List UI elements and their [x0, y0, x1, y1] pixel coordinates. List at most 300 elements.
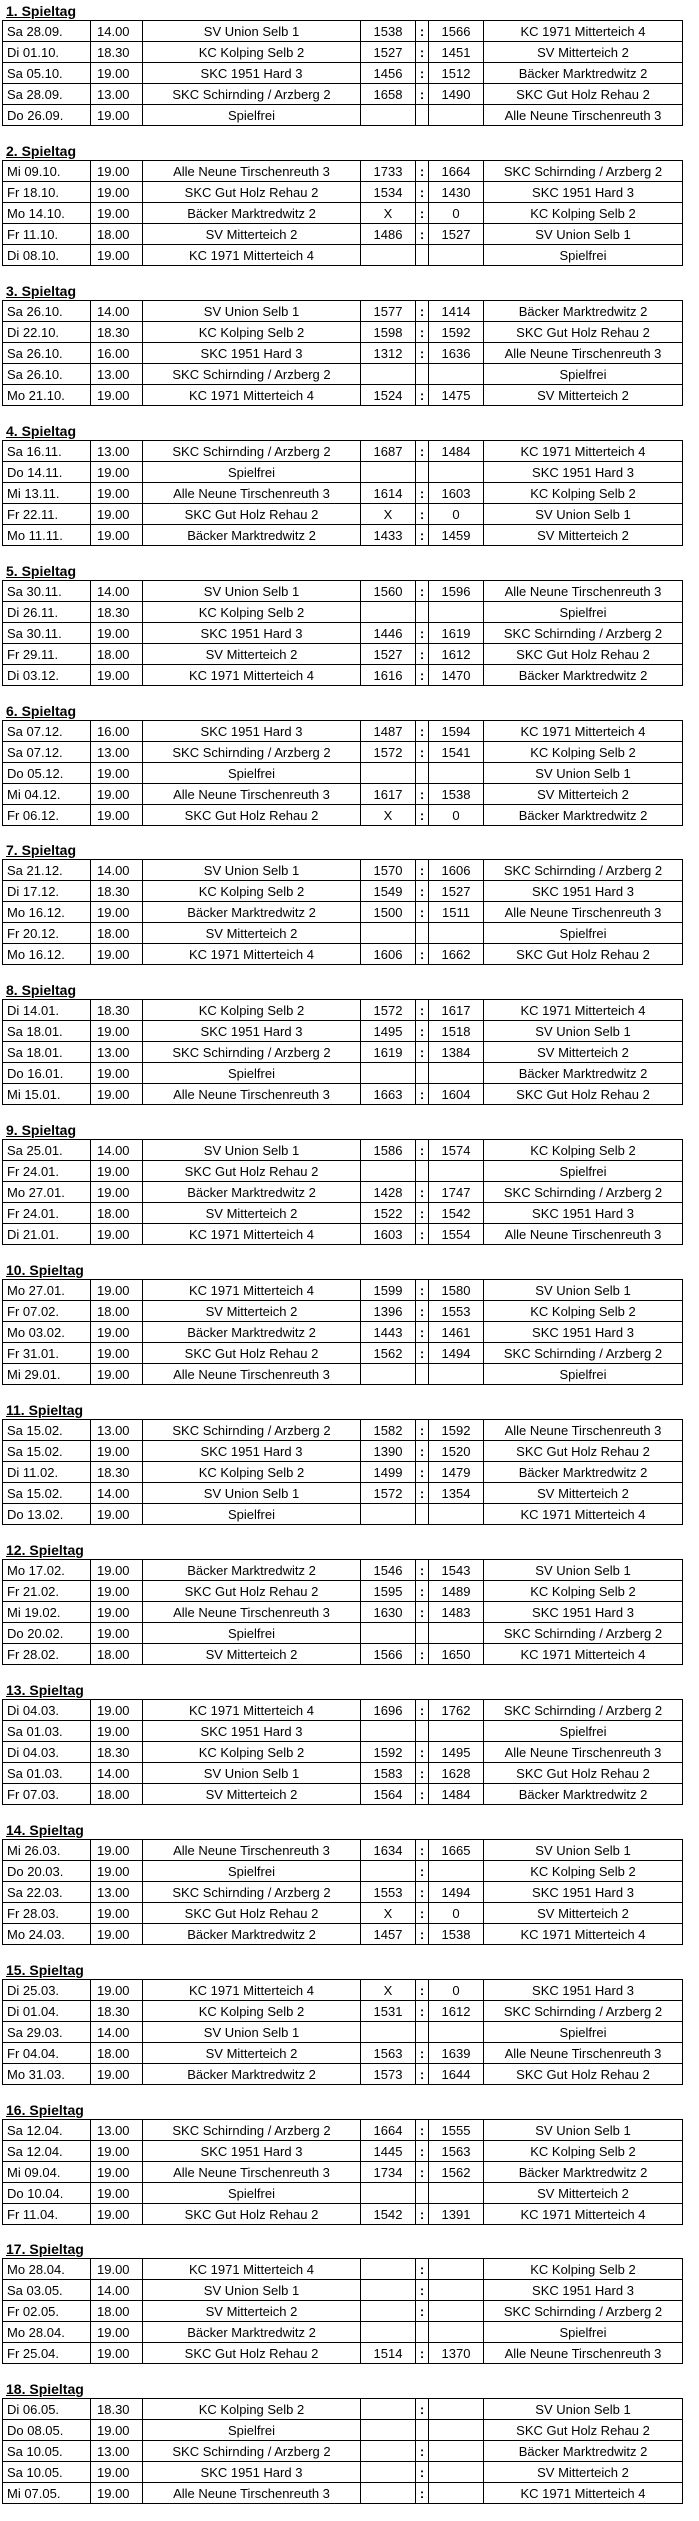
away-score [429, 2022, 484, 2043]
away-team: SV Mitterteich 2 [484, 784, 683, 805]
away-score: 1475 [429, 385, 484, 406]
score-separator: : [416, 161, 429, 182]
match-row [3, 1700, 683, 1721]
home-team: SKC Gut Holz Rehau 2 [143, 182, 361, 203]
score-separator: : [416, 1021, 429, 1042]
home-score: 1658 [361, 84, 416, 105]
match-time: 19.00 [91, 665, 143, 686]
match-time: 19.00 [91, 1343, 143, 1364]
away-score: 1479 [429, 1462, 484, 1483]
match-date: Mi 26.03. [3, 1840, 91, 1861]
matchday-title: 9. Spieltag [6, 1122, 77, 1138]
score-separator: : [416, 385, 429, 406]
away-score: 1604 [429, 1084, 484, 1105]
match-date: Fr 18.10. [3, 182, 91, 203]
home-score: 1486 [361, 224, 416, 245]
match-time: 18.00 [91, 923, 143, 944]
matchday-table [2, 160, 683, 266]
match-time: 14.00 [91, 21, 143, 42]
match-time: 19.00 [91, 1441, 143, 1462]
score-separator: : [416, 1560, 429, 1581]
home-team: KC 1971 Mitterteich 4 [143, 665, 361, 686]
away-score: 1574 [429, 1140, 484, 1161]
home-score: 1433 [361, 525, 416, 546]
home-team: SKC 1951 Hard 3 [143, 1441, 361, 1462]
match-date: Sa 26.10. [3, 364, 91, 385]
away-team: KC Kolping Selb 2 [484, 1301, 683, 1322]
match-row [3, 1161, 683, 1182]
match-date: Di 06.05. [3, 2399, 91, 2420]
home-score [361, 364, 416, 385]
away-score [429, 763, 484, 784]
home-team: SKC Gut Holz Rehau 2 [143, 2343, 361, 2364]
match-time: 19.00 [91, 2343, 143, 2364]
matchday-title: 14. Spieltag [6, 1822, 84, 1838]
home-team: SV Union Selb 1 [143, 581, 361, 602]
match-time: 19.00 [91, 161, 143, 182]
home-team: SKC 1951 Hard 3 [143, 623, 361, 644]
matchday-table [2, 440, 683, 546]
score-separator: : [416, 944, 429, 965]
match-date: Fr 21.02. [3, 1581, 91, 1602]
away-score [429, 245, 484, 266]
away-score [429, 105, 484, 126]
matchday-title: 1. Spieltag [6, 3, 77, 19]
match-row [3, 1462, 683, 1483]
home-team: Alle Neune Tirschenreuth 3 [143, 483, 361, 504]
match-date: Di 04.03. [3, 1742, 91, 1763]
match-time: 14.00 [91, 1140, 143, 1161]
match-row [3, 343, 683, 364]
matchday-title: 17. Spieltag [6, 2241, 84, 2257]
away-team: Bäcker Marktredwitz 2 [484, 2162, 683, 2183]
away-score: 1430 [429, 182, 484, 203]
home-team: SV Mitterteich 2 [143, 224, 361, 245]
away-team: Bäcker Marktredwitz 2 [484, 301, 683, 322]
home-team: Alle Neune Tirschenreuth 3 [143, 1840, 361, 1861]
score-separator: : [416, 665, 429, 686]
away-team: KC 1971 Mitterteich 4 [484, 1924, 683, 1945]
match-row [3, 1063, 683, 1084]
home-score: 1572 [361, 742, 416, 763]
match-date: Mi 19.02. [3, 1602, 91, 1623]
score-separator [416, 1364, 429, 1385]
away-score: 1483 [429, 1602, 484, 1623]
away-team: Alle Neune Tirschenreuth 3 [484, 1224, 683, 1245]
home-team: SV Union Selb 1 [143, 2022, 361, 2043]
away-score: 0 [429, 1980, 484, 2001]
away-team: Spielfrei [484, 2322, 683, 2343]
home-team: SV Mitterteich 2 [143, 1784, 361, 1805]
away-team: Bäcker Marktredwitz 2 [484, 63, 683, 84]
score-separator: : [416, 483, 429, 504]
matchday-table [2, 580, 683, 686]
score-separator: : [416, 1700, 429, 1721]
home-score [361, 602, 416, 623]
home-team: SV Mitterteich 2 [143, 1203, 361, 1224]
match-time: 19.00 [91, 763, 143, 784]
away-score: 0 [429, 805, 484, 826]
away-team: KC 1971 Mitterteich 4 [484, 1504, 683, 1525]
away-team: Alle Neune Tirschenreuth 3 [484, 105, 683, 126]
match-row [3, 1623, 683, 1644]
home-team: SKC Gut Holz Rehau 2 [143, 1903, 361, 1924]
match-row [3, 105, 683, 126]
home-score: 1531 [361, 2001, 416, 2022]
score-separator: : [416, 644, 429, 665]
matchday-table [2, 2119, 683, 2225]
match-date: Sa 03.05. [3, 2280, 91, 2301]
match-date: Do 08.05. [3, 2420, 91, 2441]
home-team: Alle Neune Tirschenreuth 3 [143, 2162, 361, 2183]
match-row [3, 42, 683, 63]
match-date: Di 01.10. [3, 42, 91, 63]
home-score: 1563 [361, 2043, 416, 2064]
match-time: 19.00 [91, 1924, 143, 1945]
match-row [3, 2043, 683, 2064]
home-team: Bäcker Marktredwitz 2 [143, 2322, 361, 2343]
away-score [429, 2183, 484, 2204]
score-separator: : [416, 2141, 429, 2162]
match-row [3, 2280, 683, 2301]
score-separator: : [416, 2343, 429, 2364]
home-score: X [361, 1903, 416, 1924]
match-date: Fr 25.04. [3, 2343, 91, 2364]
away-score [429, 364, 484, 385]
match-date: Di 17.12. [3, 881, 91, 902]
away-team: Spielfrei [484, 923, 683, 944]
score-separator: : [416, 224, 429, 245]
match-time: 19.00 [91, 2483, 143, 2504]
home-score: 1445 [361, 2141, 416, 2162]
away-score: 1762 [429, 1700, 484, 1721]
away-team: SKC 1951 Hard 3 [484, 1203, 683, 1224]
match-date: Mo 28.04. [3, 2259, 91, 2280]
match-time: 14.00 [91, 581, 143, 602]
home-score: 1595 [361, 1581, 416, 1602]
match-time: 19.00 [91, 944, 143, 965]
away-team: Bäcker Marktredwitz 2 [484, 665, 683, 686]
home-score [361, 2280, 416, 2301]
home-team: KC 1971 Mitterteich 4 [143, 1224, 361, 1245]
matchday-title: 11. Spieltag [6, 1402, 84, 1418]
away-score: 1490 [429, 84, 484, 105]
match-row [3, 923, 683, 944]
match-date: Sa 10.05. [3, 2462, 91, 2483]
score-separator: : [416, 1763, 429, 1784]
away-team: Spielfrei [484, 602, 683, 623]
match-time: 19.00 [91, 2322, 143, 2343]
away-team: KC Kolping Selb 2 [484, 1581, 683, 1602]
score-separator: : [416, 2259, 429, 2280]
away-score [429, 2483, 484, 2504]
match-date: Sa 26.10. [3, 301, 91, 322]
match-time: 13.00 [91, 1882, 143, 1903]
match-date: Di 25.03. [3, 1980, 91, 2001]
away-score: 1617 [429, 1000, 484, 1021]
match-time: 19.00 [91, 1161, 143, 1182]
home-team: Bäcker Marktredwitz 2 [143, 1182, 361, 1203]
score-separator: : [416, 2204, 429, 2225]
home-team: KC 1971 Mitterteich 4 [143, 944, 361, 965]
home-score: 1534 [361, 182, 416, 203]
home-team: KC Kolping Selb 2 [143, 1742, 361, 1763]
home-score: 1664 [361, 2120, 416, 2141]
match-time: 18.00 [91, 224, 143, 245]
match-row [3, 1980, 683, 2001]
home-score: 1687 [361, 441, 416, 462]
home-team: SV Union Selb 1 [143, 301, 361, 322]
home-team: SV Union Selb 1 [143, 21, 361, 42]
score-separator: : [416, 784, 429, 805]
home-score: 1428 [361, 1182, 416, 1203]
match-time: 19.00 [91, 2183, 143, 2204]
match-date: Fr 24.01. [3, 1203, 91, 1224]
score-separator: : [416, 322, 429, 343]
away-team: SV Mitterteich 2 [484, 385, 683, 406]
score-separator: : [416, 301, 429, 322]
away-team: SKC Gut Holz Rehau 2 [484, 1084, 683, 1105]
away-score: 1596 [429, 581, 484, 602]
score-separator: : [416, 2280, 429, 2301]
match-time: 13.00 [91, 1042, 143, 1063]
match-date: Di 26.11. [3, 602, 91, 623]
home-team: SKC 1951 Hard 3 [143, 2141, 361, 2162]
score-separator: : [416, 1882, 429, 1903]
score-separator [416, 1063, 429, 1084]
away-score: 1592 [429, 1420, 484, 1441]
home-team: SKC Gut Holz Rehau 2 [143, 504, 361, 525]
score-separator: : [416, 1000, 429, 1021]
away-score [429, 2441, 484, 2462]
home-score: 1603 [361, 1224, 416, 1245]
away-team: SV Union Selb 1 [484, 1280, 683, 1301]
away-team: SV Union Selb 1 [484, 224, 683, 245]
home-team: KC Kolping Selb 2 [143, 602, 361, 623]
home-score: 1614 [361, 483, 416, 504]
away-team: Alle Neune Tirschenreuth 3 [484, 1742, 683, 1763]
score-separator: : [416, 902, 429, 923]
away-score: 1665 [429, 1840, 484, 1861]
match-date: Di 08.10. [3, 245, 91, 266]
match-date: Fr 28.03. [3, 1903, 91, 1924]
match-date: Mo 16.12. [3, 902, 91, 923]
match-date: Sa 22.03. [3, 1882, 91, 1903]
home-score: X [361, 504, 416, 525]
away-team: SKC Schirnding / Arzberg 2 [484, 1343, 683, 1364]
home-team: Bäcker Marktredwitz 2 [143, 203, 361, 224]
away-score [429, 1161, 484, 1182]
away-score: 1639 [429, 2043, 484, 2064]
matchday-table [2, 300, 683, 406]
match-row [3, 763, 683, 784]
away-team: KC Kolping Selb 2 [484, 2141, 683, 2162]
home-team: KC 1971 Mitterteich 4 [143, 2259, 361, 2280]
away-team: KC Kolping Selb 2 [484, 203, 683, 224]
match-time: 19.00 [91, 105, 143, 126]
home-score [361, 1504, 416, 1525]
match-row [3, 2141, 683, 2162]
match-row [3, 1483, 683, 1504]
home-score [361, 2022, 416, 2043]
home-score [361, 245, 416, 266]
home-team: Spielfrei [143, 462, 361, 483]
home-score [361, 462, 416, 483]
match-date: Fr 22.11. [3, 504, 91, 525]
match-date: Di 04.03. [3, 1700, 91, 1721]
match-row [3, 2322, 683, 2343]
home-team: SV Union Selb 1 [143, 1763, 361, 1784]
away-score: 1489 [429, 1581, 484, 1602]
match-date: Fr 31.01. [3, 1343, 91, 1364]
match-time: 18.30 [91, 881, 143, 902]
away-team: KC 1971 Mitterteich 4 [484, 441, 683, 462]
match-time: 19.00 [91, 385, 143, 406]
away-team: SV Mitterteich 2 [484, 1903, 683, 1924]
score-separator: : [416, 1924, 429, 1945]
match-time: 19.00 [91, 182, 143, 203]
home-team: SKC Gut Holz Rehau 2 [143, 1581, 361, 1602]
score-separator: : [416, 21, 429, 42]
away-team: Alle Neune Tirschenreuth 3 [484, 2343, 683, 2364]
home-team: KC Kolping Selb 2 [143, 2001, 361, 2022]
match-time: 18.30 [91, 1462, 143, 1483]
home-score [361, 1063, 416, 1084]
home-score: 1582 [361, 1420, 416, 1441]
match-date: Sa 15.02. [3, 1483, 91, 1504]
home-team: Spielfrei [143, 1063, 361, 1084]
away-score [429, 2462, 484, 2483]
match-time: 19.00 [91, 784, 143, 805]
match-row [3, 182, 683, 203]
away-score: 1494 [429, 1343, 484, 1364]
away-team: SKC Schirnding / Arzberg 2 [484, 623, 683, 644]
home-score: 1617 [361, 784, 416, 805]
match-date: Mi 07.05. [3, 2483, 91, 2504]
match-date: Do 10.04. [3, 2183, 91, 2204]
match-date: Do 05.12. [3, 763, 91, 784]
away-team: SKC Gut Holz Rehau 2 [484, 644, 683, 665]
home-score: 1495 [361, 1021, 416, 1042]
home-team: SKC 1951 Hard 3 [143, 721, 361, 742]
match-time: 19.00 [91, 203, 143, 224]
home-score: 1734 [361, 2162, 416, 2183]
home-score: 1500 [361, 902, 416, 923]
match-row [3, 1924, 683, 1945]
home-score: 1457 [361, 1924, 416, 1945]
away-team: Alle Neune Tirschenreuth 3 [484, 581, 683, 602]
score-separator: : [416, 203, 429, 224]
match-date: Mo 21.10. [3, 385, 91, 406]
matchday-table [2, 2398, 683, 2504]
match-time: 19.00 [91, 1903, 143, 1924]
match-date: Sa 29.03. [3, 2022, 91, 2043]
match-time: 19.00 [91, 2420, 143, 2441]
score-separator: : [416, 1602, 429, 1623]
match-date: Fr 07.03. [3, 1784, 91, 1805]
match-time: 13.00 [91, 2441, 143, 2462]
away-score: 1384 [429, 1042, 484, 1063]
home-team: SKC Gut Holz Rehau 2 [143, 805, 361, 826]
away-score: 1538 [429, 1924, 484, 1945]
match-row [3, 644, 683, 665]
home-team: SKC 1951 Hard 3 [143, 343, 361, 364]
matchday-table [2, 1139, 683, 1245]
home-team: Bäcker Marktredwitz 2 [143, 1322, 361, 1343]
match-time: 18.30 [91, 1742, 143, 1763]
away-team: SV Mitterteich 2 [484, 2183, 683, 2204]
score-separator: : [416, 84, 429, 105]
match-time: 19.00 [91, 1280, 143, 1301]
match-time: 13.00 [91, 84, 143, 105]
home-score [361, 105, 416, 126]
score-separator: : [416, 1441, 429, 1462]
away-score: 1594 [429, 721, 484, 742]
away-team: SKC Gut Holz Rehau 2 [484, 322, 683, 343]
match-date: Mo 16.12. [3, 944, 91, 965]
away-team: Spielfrei [484, 1721, 683, 1742]
home-team: KC Kolping Selb 2 [143, 1462, 361, 1483]
match-row [3, 1861, 683, 1882]
home-score: 1553 [361, 1882, 416, 1903]
match-time: 19.00 [91, 2162, 143, 2183]
away-team: SV Union Selb 1 [484, 1560, 683, 1581]
home-score [361, 923, 416, 944]
matchday-table [2, 1559, 683, 1665]
match-row [3, 602, 683, 623]
match-date: Sa 12.04. [3, 2141, 91, 2162]
match-time: 19.00 [91, 525, 143, 546]
match-row [3, 2420, 683, 2441]
away-score: 1414 [429, 301, 484, 322]
match-date: Sa 10.05. [3, 2441, 91, 2462]
away-team: KC Kolping Selb 2 [484, 1140, 683, 1161]
home-team: SV Union Selb 1 [143, 1140, 361, 1161]
match-time: 19.00 [91, 1021, 143, 1042]
away-team: SKC 1951 Hard 3 [484, 462, 683, 483]
match-row [3, 2343, 683, 2364]
score-separator: : [416, 1322, 429, 1343]
score-separator: : [416, 2064, 429, 2085]
matchday-title: 7. Spieltag [6, 842, 77, 858]
away-score: 1662 [429, 944, 484, 965]
away-team: KC 1971 Mitterteich 4 [484, 721, 683, 742]
home-score: 1499 [361, 1462, 416, 1483]
score-separator: : [416, 1343, 429, 1364]
home-score: 1573 [361, 2064, 416, 2085]
away-team: SKC Gut Holz Rehau 2 [484, 2420, 683, 2441]
score-separator [416, 1623, 429, 1644]
matchday-title: 4. Spieltag [6, 423, 77, 439]
score-separator [416, 2322, 429, 2343]
match-row [3, 1343, 683, 1364]
match-time: 19.00 [91, 2141, 143, 2162]
away-team: KC Kolping Selb 2 [484, 742, 683, 763]
away-score: 1542 [429, 1203, 484, 1224]
score-separator [416, 245, 429, 266]
away-team: SKC Schirnding / Arzberg 2 [484, 2001, 683, 2022]
away-team: Bäcker Marktredwitz 2 [484, 1063, 683, 1084]
match-time: 18.00 [91, 1203, 143, 1224]
away-score [429, 462, 484, 483]
match-time: 14.00 [91, 301, 143, 322]
away-team: Spielfrei [484, 1161, 683, 1182]
score-separator: : [416, 623, 429, 644]
home-score: 1527 [361, 644, 416, 665]
home-score: 1564 [361, 1784, 416, 1805]
away-team: SV Mitterteich 2 [484, 525, 683, 546]
away-score: 1527 [429, 224, 484, 245]
